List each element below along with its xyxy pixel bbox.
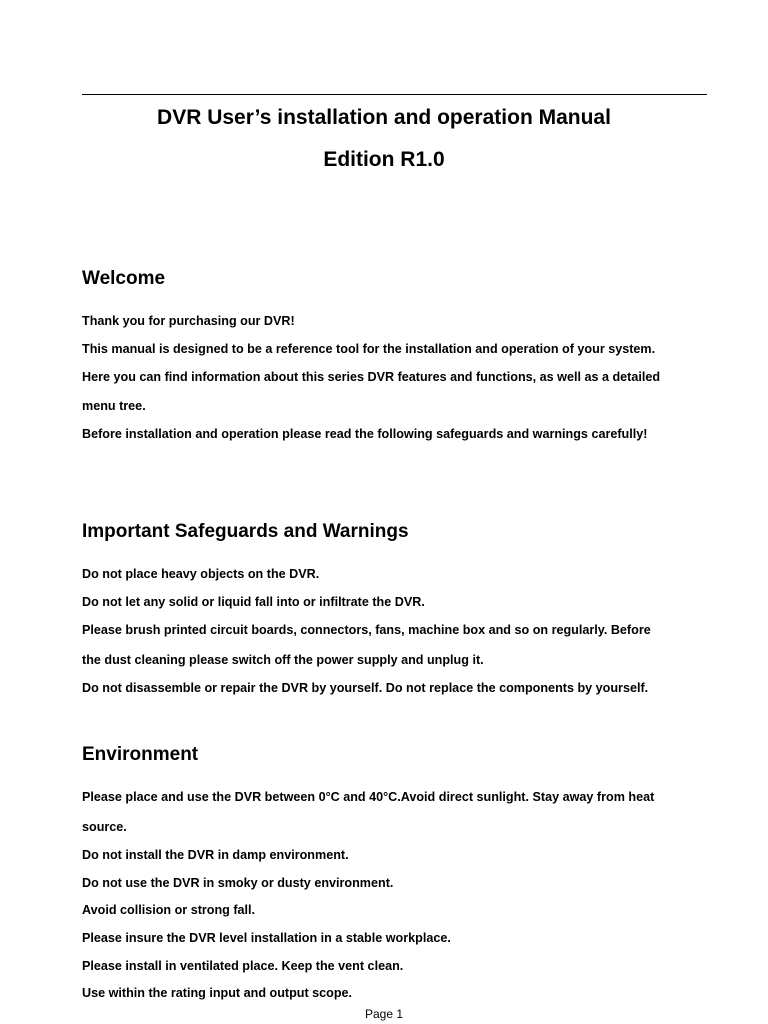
welcome-line: Thank you for purchasing our DVR! (82, 314, 295, 328)
document-edition: Edition R1.0 (323, 148, 445, 171)
safeguards-line: Do not place heavy objects on the DVR. (82, 567, 320, 581)
welcome-line: Before installation and operation please read the following safeguards and warnings carefully! (82, 427, 648, 441)
environment-line: source. (82, 820, 127, 834)
safeguards-line: Do not disassemble or repair the DVR by yourself. Do not replace the components by yourself. (82, 681, 649, 695)
environment-line: Please place and use the DVR between 0°C and 40°C.Avoid direct sunlight. Stay away from heat (82, 790, 655, 804)
document-title: DVR User’s installation and operation Manual (157, 106, 611, 129)
environment-line: Avoid collision or strong fall. (82, 903, 256, 917)
environment-line: Please insure the DVR level installation in a stable workplace. (82, 931, 451, 945)
page-number: Page 1 (364, 1007, 404, 1021)
section-heading-environment: Environment (82, 744, 199, 765)
environment-line: Do not use the DVR in smoky or dusty environment. (82, 876, 394, 890)
section-heading-safeguards: Important Safeguards and Warnings (82, 521, 409, 542)
safeguards-line: the dust cleaning please switch off the power supply and unplug it. (82, 653, 484, 667)
welcome-line: Here you can find information about this series DVR features and functions, as well as a detailed (82, 370, 661, 384)
welcome-line: menu tree. (82, 399, 146, 413)
environment-line: Do not install the DVR in damp environment. (82, 848, 349, 862)
welcome-line: This manual is designed to be a reference tool for the installation and operation of your system. (82, 342, 656, 356)
safeguards-line: Do not let any solid or liquid fall into or infiltrate the DVR. (82, 595, 425, 609)
section-heading-welcome: Welcome (82, 268, 166, 289)
environment-line: Please install in ventilated place. Keep the vent clean. (82, 959, 404, 973)
environment-line: Use within the rating input and output scope. (82, 986, 353, 1000)
header-rule (82, 94, 707, 95)
safeguards-line: Please brush printed circuit boards, connectors, fans, machine box and so on regularly. Before (82, 623, 651, 637)
